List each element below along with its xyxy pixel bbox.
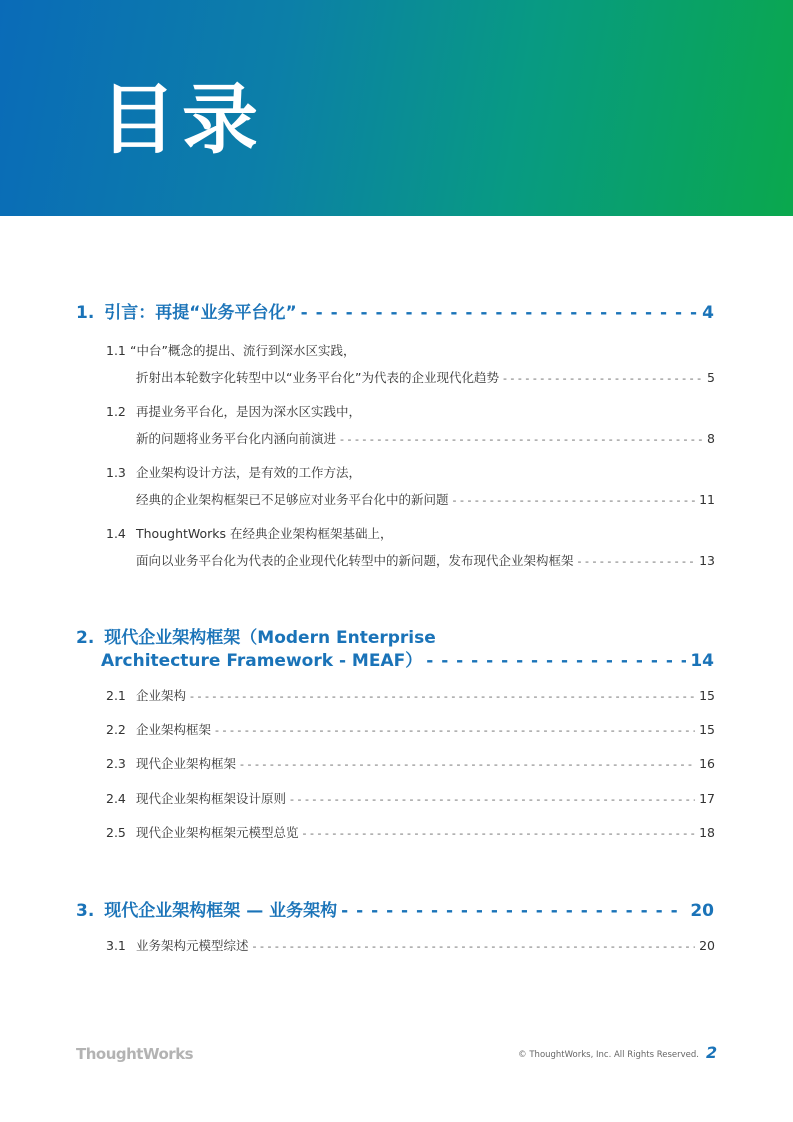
page-number: 13 — [699, 553, 715, 568]
dot-leader — [426, 651, 686, 671]
page-number: 5 — [707, 370, 715, 385]
footer-page-number: 2 — [706, 1043, 718, 1062]
dot-leader — [190, 690, 695, 703]
section-number: 3. — [76, 901, 95, 921]
entry-number: 1.2 — [106, 404, 126, 419]
section-title: Architecture Framework - MEAF） — [101, 651, 423, 671]
entry-number: 2.1 — [106, 688, 126, 703]
page-number: 14 — [690, 651, 714, 671]
dot-leader — [503, 372, 703, 385]
page-number: 8 — [707, 431, 715, 446]
entry-number: 2.5 — [106, 825, 126, 840]
toc-entry-1-1-line2[interactable] — [136, 368, 715, 386]
toc-entry-2-5[interactable] — [106, 823, 715, 841]
page-title: 目录 — [100, 75, 264, 164]
dot-leader — [301, 303, 699, 323]
entry-title: 企业架构框架 — [136, 722, 212, 737]
entry-title: 面向以业务平台化为代表的企业现代化转型中的新问题，发布现代企业架构框架 — [136, 553, 574, 568]
toc-entry-1-3-line2[interactable] — [136, 490, 715, 508]
toc-entry-2-4[interactable] — [106, 789, 715, 807]
page-number: 18 — [699, 825, 715, 840]
page-number: 4 — [702, 303, 714, 323]
entry-title: 折射出本轮数字化转型中以“业务平台化”为代表的企业现代化趋势 — [136, 370, 499, 385]
entry-number: 2.3 — [106, 756, 126, 771]
entry-number: 2.4 — [106, 791, 126, 806]
page-number: 17 — [699, 791, 715, 806]
toc-entry-2-2[interactable] — [106, 720, 715, 738]
entry-title: 现代企业架构框架元模型总览 — [136, 825, 299, 840]
dot-leader — [578, 555, 696, 568]
entry-number: 3.1 — [106, 938, 126, 953]
entry-title: 再提业务平台化，是因为深水区实践中， — [136, 404, 362, 419]
dot-leader — [215, 724, 695, 737]
page-number: 16 — [699, 756, 715, 771]
entry-title: 企业架构 — [136, 688, 187, 703]
section-number: 1. — [76, 303, 95, 323]
dot-leader — [290, 793, 695, 806]
section-title: 现代企业架构框架（Modern Enterprise — [104, 628, 436, 648]
toc-entry-3-1[interactable] — [106, 936, 715, 954]
toc-entry-1-4-line2[interactable] — [136, 551, 715, 569]
toc-entry-2-3[interactable] — [106, 754, 715, 772]
section-title: 引言：再提“业务平台化” — [104, 303, 297, 323]
entry-number: 1.3 — [106, 465, 126, 480]
toc-section-2-line1[interactable] — [76, 623, 436, 648]
toc-entry-1-3-line1[interactable] — [106, 463, 361, 481]
dot-leader — [303, 827, 696, 840]
toc-entry-1-4-line1[interactable] — [106, 524, 393, 542]
toc-entry-1-2-line2[interactable] — [136, 429, 715, 447]
entry-title: 新的问题将业务平台化内涵向前演进 — [136, 431, 337, 446]
toc-section-3[interactable] — [76, 896, 714, 921]
dot-leader — [340, 433, 703, 446]
entry-title: 现代企业架构框架设计原则 — [136, 791, 287, 806]
section-number: 2. — [76, 628, 95, 648]
dot-leader — [341, 901, 686, 921]
dot-leader — [240, 758, 695, 771]
entry-title: “中台”概念的提出、流行到深水区实践， — [130, 343, 356, 358]
toc-entry-2-1[interactable] — [106, 686, 715, 704]
copyright-notice: © ThoughtWorks, Inc. All Rights Reserved. — [518, 1050, 699, 1060]
entry-title: 企业架构设计方法，是有效的工作方法， — [136, 465, 362, 480]
dot-leader — [453, 494, 696, 507]
section-title: 现代企业架构框架 — 业务架构 — [104, 901, 338, 921]
toc-section-2-line2[interactable] — [101, 646, 714, 671]
page-number: 20 — [690, 901, 714, 921]
page-number: 15 — [699, 688, 715, 703]
entry-number: 2.2 — [106, 722, 126, 737]
toc-entry-1-1-line1[interactable] — [106, 341, 355, 359]
entry-number: 1.1 — [106, 343, 126, 358]
entry-title: ThoughtWorks 在经典企业架构框架基础上， — [136, 526, 393, 541]
page-number: 11 — [699, 492, 715, 507]
entry-number: 1.4 — [106, 526, 126, 541]
entry-title: 经典的企业架构框架已不足够应对业务平台化中的新问题 — [136, 492, 449, 507]
page-number: 20 — [699, 938, 715, 953]
entry-title: 现代企业架构框架 — [136, 756, 237, 771]
header-banner — [0, 0, 793, 216]
entry-title: 业务架构元模型综述 — [136, 938, 249, 953]
toc-entry-1-2-line1[interactable] — [106, 402, 361, 420]
page-number: 15 — [699, 722, 715, 737]
thoughtworks-logo: ThoughtWorks — [76, 1045, 194, 1063]
dot-leader — [253, 940, 696, 953]
toc-section-1[interactable] — [76, 298, 714, 323]
